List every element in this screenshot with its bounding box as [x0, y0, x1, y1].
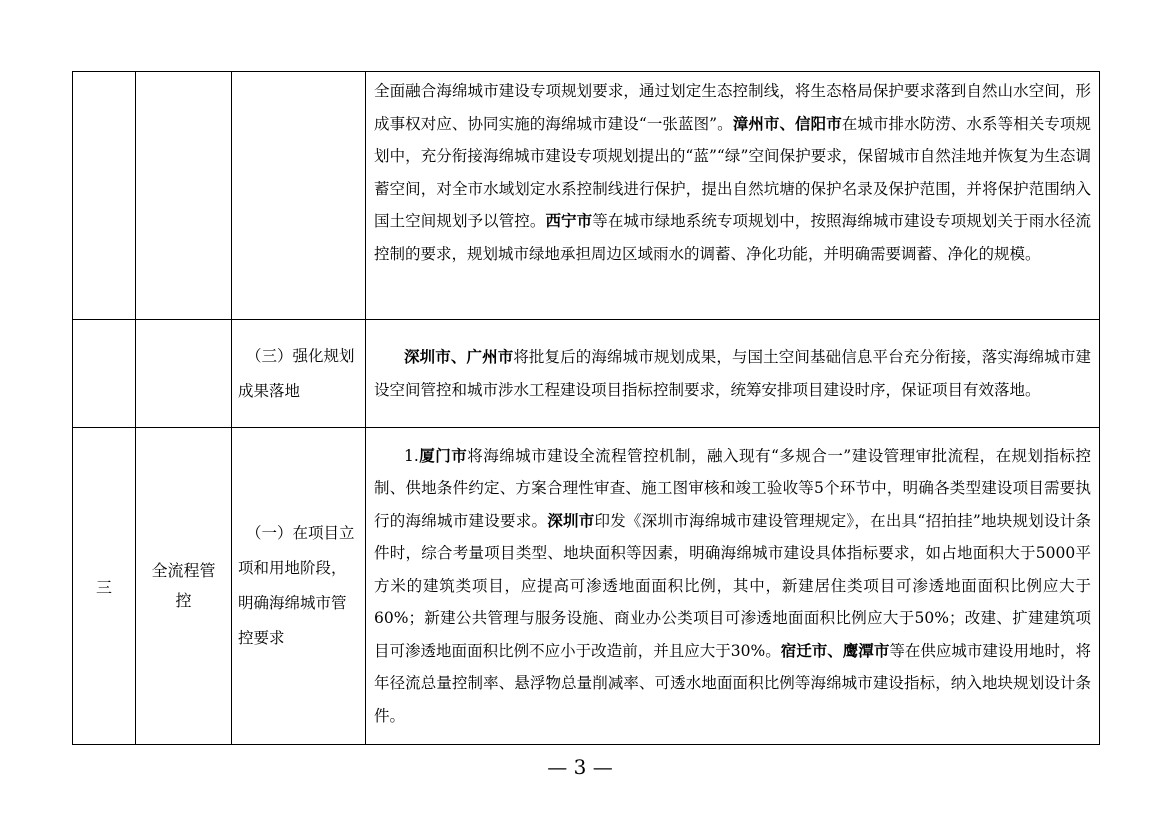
table-row	[73, 320, 1100, 428]
text-segment: 在城市排水防涝、水系等相关专项规划中，充分衔接海绵城市建设专项规划提出的“蓝”“绿”空间保护要求，保留城市自然洼地并恢复为生态调蓄空间，对全市水域划定水系控制线进行保护，提出自然坑塘的保护名录及保护范围，并将保护范围纳入国土空间规划予以管控。	[374, 114, 1091, 230]
text-segment: 等在城市绿地系统专项规划中，按照海绵城市建设专项规划关于雨水径流控制的要求，规划城市绿地承担周边区域雨水的调蓄、净化功能，并明确需要调蓄、净化的规模。	[374, 212, 1091, 263]
number-cell	[73, 320, 136, 428]
text-segment: 等在供应城市建设用地时，将年径流总量控制率、悬浮物总量削减率、可透水地面面积比例等海绵城市建设指标，纳入地块规划设计条件。	[374, 641, 1091, 725]
policy-table	[72, 71, 1100, 745]
city-name: 漳州市、信阳市	[732, 114, 842, 133]
text-segment: 印发《深圳市海绵城市建设管理规定》，在出具“招拍挂”地块规划设计条件时，综合考量项目类型、地块面积等因素，明确海绵城市建设具体指标要求，如占地面积大于5000平方米的建筑类项目，应提高可渗透地面面积比例，其中，新建居住类项目可渗透地面面积比例应大于60%；新建公共管理与服务设施、商业办公类项目可渗透地面面积比例应大于50%；改建、扩建建筑项目可渗透地面面积比例不应小于改造前，并且应大于30%。	[374, 511, 1091, 660]
text-segment: 将批复后的海绵城市规划成果，与国土空间基础信息平台充分衔接，落实海绵城市建设空间管控和城市涉水工程建设项目指标控制要求，统筹安排项目建设时序，保证项目有效落地。	[374, 348, 1091, 399]
table-row	[73, 72, 1100, 320]
subcategory-cell	[232, 72, 366, 320]
content-cell	[366, 72, 1100, 320]
subcategory-cell: （三）强化规划成果落地	[232, 320, 366, 428]
content-cell	[366, 320, 1100, 428]
subcategory-cell: （一）在项目立项和用地阶段，明确海绵城市管控要求	[232, 428, 366, 745]
number-cell	[73, 72, 136, 320]
category-cell: 全流程管控	[136, 428, 232, 745]
table-row	[73, 428, 1100, 745]
city-name: 宿迁市、鹰潭市	[780, 641, 890, 660]
content-cell	[366, 428, 1100, 745]
category-cell	[136, 72, 232, 320]
city-name: 深圳市	[547, 511, 595, 530]
city-name: 西宁市	[545, 212, 593, 230]
text-segment: 全面融合海绵城市建设专项规划要求，通过划定生态控制线，将生态格局保护要求落到自然山水空间，形成事权对应、协同实施的海绵城市建设“一张蓝图”。	[374, 82, 1091, 133]
number-cell: 三	[73, 428, 136, 745]
category-cell	[136, 320, 232, 428]
city-name: 厦门市	[418, 446, 468, 465]
city-name: 深圳市、广州市	[404, 348, 514, 366]
page-number: — 3 —	[547, 755, 613, 779]
text-segment: 将海绵城市建设全流程管控机制，融入现有“多规合一”建设管理审批流程，在规划指标控制、供地条件约定、方案合理性审查、施工图审核和竣工验收等5个环节中，明确各类型建设项目需要执行的海绵城市建设要求。	[374, 446, 1091, 530]
text-segment: 1.	[404, 446, 419, 465]
